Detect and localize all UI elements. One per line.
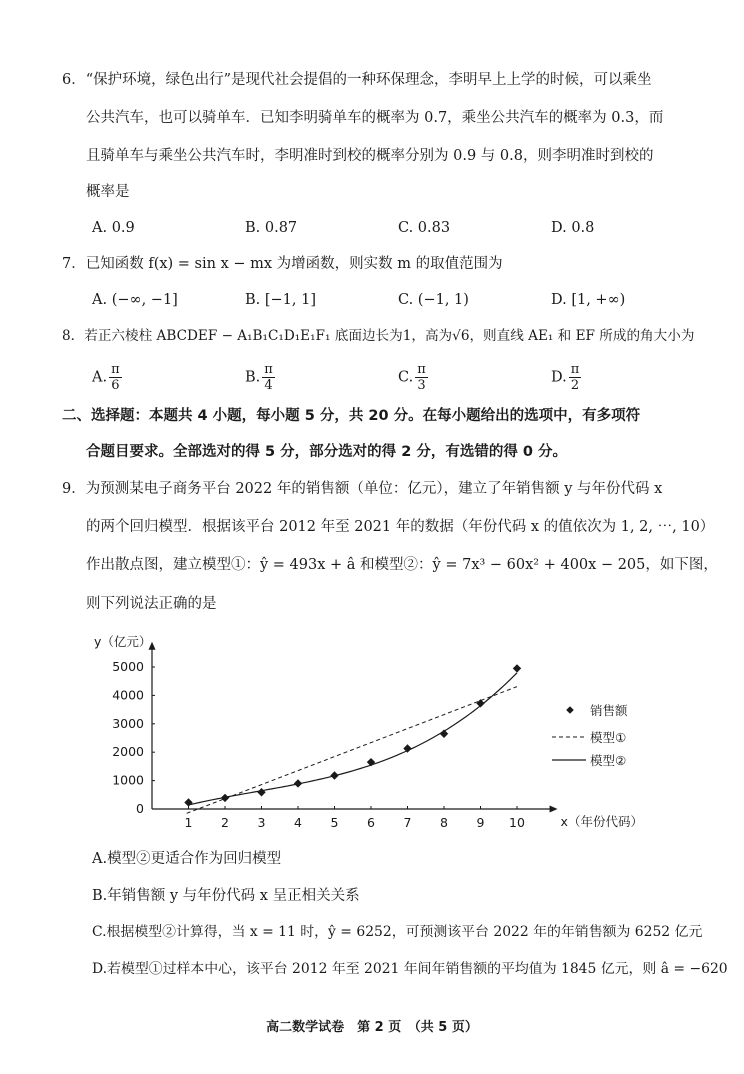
q7-option-d: D. [1, +∞): [551, 292, 626, 308]
q8-option-d: [551, 362, 581, 393]
q8-option-c-label: C.: [398, 369, 414, 386]
q8-stem: 8．若正六棱柱 ABCDEF − A₁B₁C₁D₁E₁F₁ 底面边长为1，高为√6，则直线 AE₁ 和 EF 所成的角大小为: [62, 328, 695, 344]
y-tick-label: 2000: [112, 744, 144, 760]
q9-option-c: C.根据模型②计算得，当 x = 11 时，ŷ = 6252，可预测该平台 2022 年的年销售额为 6252 亿元: [92, 924, 703, 940]
y-axis-label: y（亿元）: [94, 634, 152, 649]
q8-option-d-num: π: [570, 362, 580, 377]
q8-option-a-label: A.: [92, 369, 108, 386]
q8-option-d-den: 2: [570, 378, 580, 393]
q8-option-b-den: 4: [264, 378, 273, 393]
x-tick-label: 10: [509, 815, 525, 830]
x-tick-label: 6: [367, 815, 375, 830]
q6-option-d: D. 0.8: [551, 220, 595, 236]
model1-line: [187, 687, 517, 814]
x-tick-label: 2: [221, 815, 229, 830]
sales-point: [294, 779, 302, 787]
q9-option-b: B.年销售额 y 与年份代码 x 呈正相关关系: [92, 888, 360, 904]
page-footer: 高二数学试卷 第 2 页 （共 5 页）: [266, 1020, 478, 1035]
x-tick-label: 9: [476, 815, 485, 830]
legend-sales-label: 销售额: [590, 703, 628, 718]
q6-option-c: C. 0.83: [398, 220, 451, 236]
q8-option-a: [92, 362, 122, 393]
sales-chart: [88, 628, 648, 840]
x-tick-label: 7: [403, 815, 412, 830]
q7-option-c: C. (−1, 1): [398, 292, 469, 308]
q9-stem-line4: 则下列说法正确的是: [86, 596, 217, 612]
q6-option-b: B. 0.87: [245, 220, 298, 236]
x-tick-label: 4: [294, 815, 302, 830]
y-tick-label: 1000: [112, 772, 144, 788]
sales-point: [476, 699, 484, 707]
q9-stem-line3: 作出散点图，建立模型①：ŷ = 493x + â 和模型②：ŷ = 7x³ − 60x² + 400x − 205，如下图，: [86, 557, 718, 573]
q8-option-c-den: 3: [417, 378, 426, 393]
x-axis-label: x（年份代码）: [560, 814, 643, 829]
legend-model2-label: 模型②: [590, 753, 627, 768]
q8-option-d-label: D.: [551, 369, 567, 386]
model2-curve: [189, 673, 518, 805]
y-tick-label: 3000: [112, 715, 144, 731]
sales-point: [440, 730, 448, 738]
q6-stem-line4: 概率是: [86, 184, 130, 200]
section2-header-line1: 二、选择题：本题共 4 小题，每小题 5 分，共 20 分。在每小题给出的选项中，有多项符: [62, 408, 641, 424]
x-axis-arrow: [550, 806, 558, 813]
q8-option-a-num: π: [111, 362, 120, 377]
q7-option-b: B. [−1, 1]: [245, 292, 317, 308]
q8-option-a-den: 6: [111, 378, 120, 393]
q8-option-c: [398, 362, 428, 393]
q7-stem: 7．已知函数 f(x) = sin x − mx 为增函数，则实数 m 的取值范围为: [62, 256, 503, 272]
x-tick-label: 3: [257, 815, 266, 830]
q9-stem-line1: 9．为预测某电子商务平台 2022 年的销售额（单位：亿元），建立了年销售额 y 与年份代码 x: [62, 481, 663, 497]
q8-option-b-num: π: [264, 362, 273, 377]
sales-point: [330, 771, 338, 779]
legend-model1-label: 模型①: [590, 730, 627, 745]
y-tick-label: 4000: [112, 687, 144, 703]
section2-header-line2: 合题目要求。全部选对的得 5 分，部分选对的得 2 分，有选错的得 0 分。: [86, 444, 568, 460]
q9-stem-line2: 的两个回归模型．根据该平台 2012 年至 2021 年的数据（年份代码 x 的值依次为 1, 2, ⋯, 10）: [86, 519, 715, 535]
q8-option-c-num: π: [417, 362, 426, 377]
q9-option-d: D.若模型①过样本中心，该平台 2012 年至 2021 年间年销售额的平均值为 1845 亿元，则 â = −620: [92, 961, 728, 977]
q6-stem-line1: 6．“保护环境，绿色出行”是现代社会提倡的一种环保理念，李明早上上学的时候，可以乘坐: [62, 72, 652, 88]
origin-label: 0: [136, 801, 144, 816]
q9-option-a: A.模型②更适合作为回归模型: [92, 851, 282, 867]
sales-point: [184, 798, 192, 806]
x-tick-label: 8: [440, 815, 448, 830]
q7-option-a: A. (−∞, −1]: [92, 292, 178, 308]
q8-option-b-label: B.: [245, 369, 261, 386]
q6-stem-line3: 且骑单车与乘坐公共汽车时，李明准时到校的概率分别为 0.9 与 0.8，则李明准时到校的: [86, 148, 654, 164]
sales-point: [367, 758, 375, 766]
x-tick-label: 5: [330, 815, 339, 830]
q8-option-b: [245, 362, 275, 393]
y-tick-label: 5000: [112, 659, 144, 674]
legend-sales-marker: [566, 706, 574, 714]
sales-point: [257, 788, 265, 796]
q6-option-a: A. 0.9: [92, 220, 135, 236]
sales-point: [221, 794, 229, 802]
q6-stem-line2: 公共汽车，也可以骑单车．已知李明骑单车的概率为 0.7，乘坐公共汽车的概率为 0.3，而: [86, 110, 664, 126]
sales-point: [513, 664, 521, 672]
x-tick-label: 1: [184, 815, 193, 830]
